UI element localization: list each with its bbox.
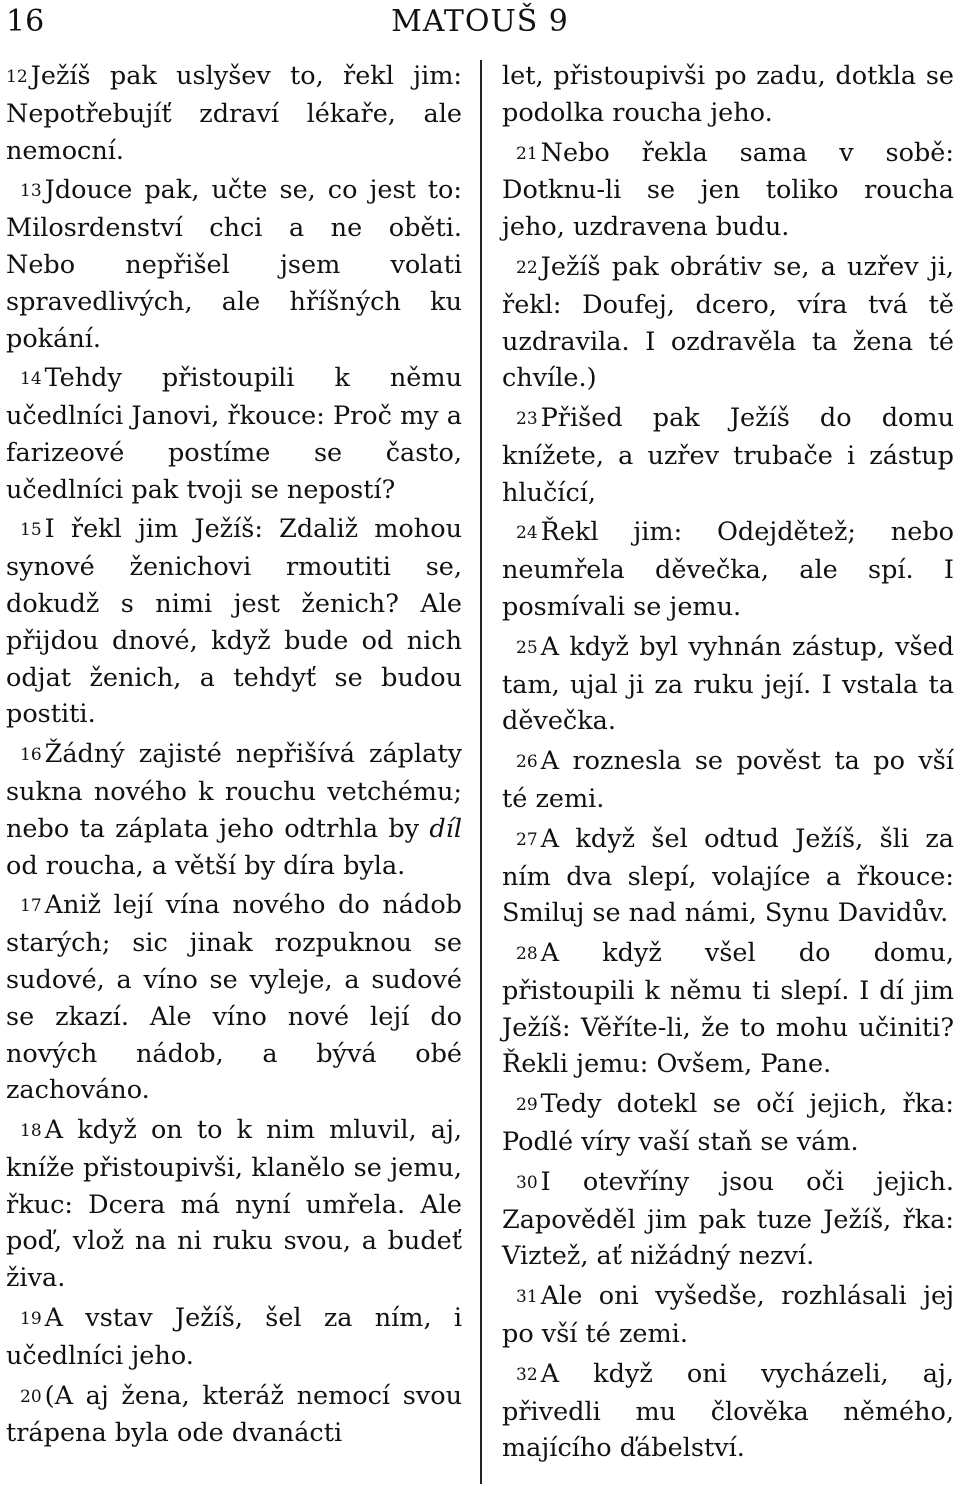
verse-number: 23 [516,409,538,430]
verse-text: Aniž lejí vína nového do nádob starých; sic jinak rozpuknou se sudové, a víno se vyleje, a sudové se zkazí. Ale víno nové lejí do nových nádob, a bývá obé zachováno. [6,890,462,1106]
verse-number: 13 [20,181,42,202]
verse-text: A když šel odtud Ježíš, šli za ním dva slepí, volajíce a řkouce: Smiluj se nad námi, Synu Davidův. [502,823,954,929]
verse-21 [502,135,954,246]
verse-text: Tehdy přistoupili k němu učedlníci Janovi, řkouce: Proč my a farizeové postíme se často, učedlníci pak tvoji se nepostí? [6,363,462,505]
verse-text: I řekl jim Ježíš: Zdaliž mohou synové ženichovi rmoutiti se, dokudž s nimi jest ženich? Ale přijdou dnové, když bude od nich odjat ženich, a tehdyť se budou postiti. [6,514,462,730]
verse-number: 12 [6,66,28,87]
verse-number: 30 [516,1172,538,1193]
verse-number: 21 [516,143,538,164]
verse-text-after: od roucha, a větší by díra byla. [6,850,406,881]
verse-text: Přišed pak Ježíš do domu knížete, a uzřev trubače i zástup hlučící, [502,403,954,508]
verse-number: 16 [20,745,42,766]
left-column [6,58,462,1455]
verse-number: 24 [516,523,538,544]
verse-number: 26 [516,752,538,773]
verse-12 [6,58,462,169]
verse-number: 29 [516,1095,538,1116]
verse-20-continuation [502,58,954,132]
verse-text-before: Žádný zajisté nepřišívá záplaty sukna nového k rouchu vetchému; nebo ta záplata jeho odtrhla by [6,739,462,844]
verse-20 [6,1378,462,1453]
verse-text: Ale oni vyšedše, rozhlásali jej po vší té zemi. [502,1281,954,1349]
verse-text: A roznesla se pověst ta po vší té zemi. [502,746,954,814]
verse-number: 25 [516,637,538,658]
verse-text: (A aj žena, kteráž nemocí svou trápena byla ode dvanácti [6,1380,462,1449]
running-head: MATOUŠ 9 [391,4,569,39]
verse-13 [6,172,462,357]
verse-text: A když oni vycházeli, aj, přivedli mu člověka němého, majícího ďábelství. [502,1358,954,1464]
verse-14 [6,360,462,508]
right-column [502,58,954,1470]
verse-number: 32 [516,1364,538,1385]
verse-text: Ježíš pak uslyšev to, řekl jim: Nepotřebujíť zdraví lékaře, ale nemocní. [6,61,462,166]
verse-text: I otevříny jsou oči jejich. Zapověděl jim pak tuze Ježíš, řka: Viztež, ať nižádný nezví. [502,1166,954,1272]
verse-16 [6,736,462,884]
verse-text: let, přistoupivši po zadu, dotkla se podolka roucha jeho. [502,61,954,128]
verse-number: 28 [516,944,538,965]
verse-text: A když on to k nim mluvil, aj, kníže přistoupivši, klanělo se jemu, řkuc: Dcera má nyní umřela. Ale poď, vlož na ni ruku svou, a budeť živa. [6,1115,462,1294]
verse-31 [502,1278,954,1353]
verse-text: A vstav Ježíš, šel za ním, i učedlníci jeho. [6,1303,462,1371]
verse-text: Tedy dotekl se očí jejich, řka: Podlé víry vaší staň se vám. [502,1089,954,1158]
verse-19 [6,1300,462,1375]
verse-23 [502,400,954,511]
verse-15 [6,511,462,733]
verse-text: Nebo řekla sama v sobě: Dotknu-li se jen toliko roucha jeho, uzdravena budu. [502,137,954,243]
verse-17 [6,887,462,1109]
verse-number: 20 [20,1386,42,1407]
verse-28 [502,935,954,1083]
verse-number: 22 [516,257,538,278]
verse-text: A když byl vyhnán zástup, všed tam, ujal ji za ruku její. I vstala ta děvečka. [502,631,954,737]
verse-text: Ježíš pak obrátiv se, a uzřev ji, řekl: Doufej, dcero, víra tvá tě uzdravila. I ozdravěla ta žena té chvíle.) [502,251,954,394]
verse-26 [502,743,954,818]
verse-number: 14 [20,369,42,390]
verse-text: Jdouce pak, učte se, co jest to: Milosrdenství chci a ne oběti. Nebo nepřišel jsem volati spravedlivých, ale hříšných ku pokání. [6,175,462,354]
verse-30 [502,1164,954,1275]
verse-number: 19 [20,1309,42,1330]
verse-18 [6,1112,462,1297]
verse-25 [502,629,954,740]
verse-number: 17 [20,896,42,917]
page-number: 16 [6,4,45,39]
verse-number: 31 [516,1287,538,1308]
verse-italic-word: díl [429,813,462,844]
verse-27 [502,821,954,932]
verse-number: 18 [20,1121,42,1142]
verse-number: 27 [516,829,538,850]
verse-text: Řekl jim: Odejdětež; nebo neumřela děvečka, ale spí. I posmívali se jemu. [502,517,954,623]
verse-32 [502,1356,954,1467]
verse-24 [502,514,954,625]
verse-22 [502,249,954,397]
verse-29 [502,1086,954,1161]
column-divider [480,60,482,1484]
verse-number: 15 [20,520,42,541]
verse-text: A když všel do domu, přistoupili k němu ti slepí. I dí jim Ježíš: Věříte-li, že to mohu učiniti? Řekli jemu: Ovšem, Pane. [502,938,954,1080]
